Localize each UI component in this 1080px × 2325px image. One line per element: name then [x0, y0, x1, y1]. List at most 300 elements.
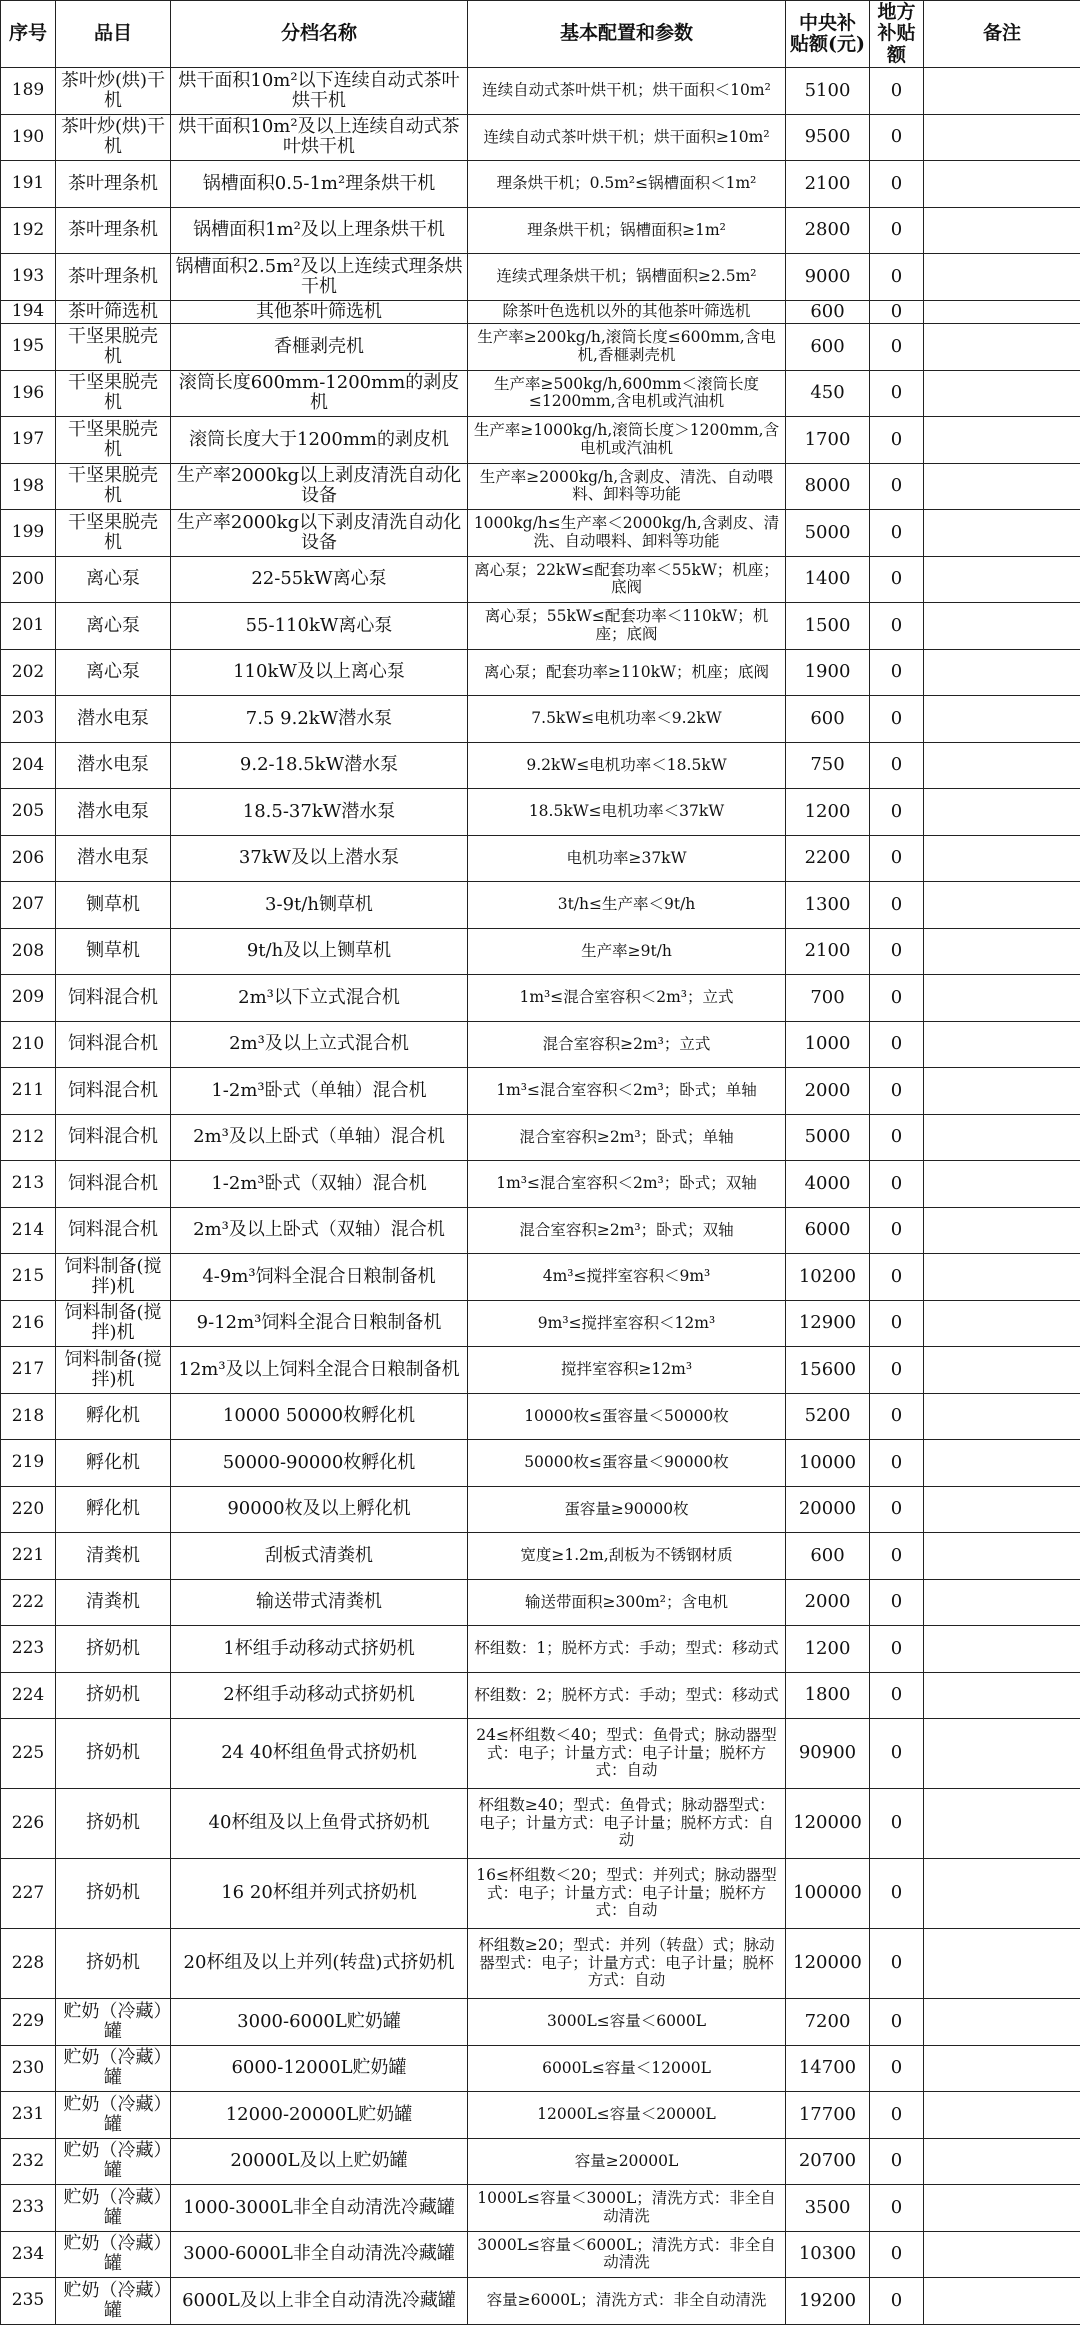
cell-remarks [924, 556, 1080, 603]
cell-remarks [924, 1300, 1080, 1347]
cell-config: 理条烘干机；0.5m²≤锅槽面积＜1m² [468, 161, 786, 208]
cell-tier-name: 锅槽面积1m²及以上理条烘干机 [171, 207, 468, 254]
cell-remarks [924, 2185, 1080, 2232]
table-row [1, 1929, 1080, 1999]
cell-local-subsidy: 0 [870, 928, 924, 975]
cell-local-subsidy: 0 [870, 603, 924, 650]
cell-remarks [924, 510, 1080, 557]
header-row [1, 1, 1080, 68]
cell-tier-name: 滚筒长度大于1200mm的剥皮机 [171, 417, 468, 464]
table-row [1, 742, 1080, 789]
cell-central-subsidy: 2800 [786, 207, 870, 254]
table-row [1, 1393, 1080, 1440]
cell-local-subsidy: 0 [870, 1486, 924, 1533]
cell-category: 茶叶炒(烘)干机 [56, 68, 171, 115]
cell-category: 饲料混合机 [56, 975, 171, 1022]
cell-config: 1000L≤容量＜3000L；清洗方式：非全自动清洗 [468, 2185, 786, 2232]
cell-index: 189 [1, 68, 56, 115]
cell-category: 饲料混合机 [56, 1114, 171, 1161]
table-row [1, 928, 1080, 975]
cell-remarks [924, 1068, 1080, 1115]
cell-config: 生产率≥200kg/h,滚筒长度≤600mm,含电机,香榧剥壳机 [468, 324, 786, 371]
cell-index: 219 [1, 1440, 56, 1487]
cell-config: 电机功率≥37kW [468, 835, 786, 882]
table-row [1, 1161, 1080, 1208]
cell-index: 229 [1, 1999, 56, 2046]
cell-index: 222 [1, 1579, 56, 1626]
cell-index: 233 [1, 2185, 56, 2232]
cell-index: 206 [1, 835, 56, 882]
cell-config: 50000枚≤蛋容量＜90000枚 [468, 1440, 786, 1487]
cell-tier-name: 2杯组手动移动式挤奶机 [171, 1672, 468, 1719]
cell-central-subsidy: 20000 [786, 1486, 870, 1533]
cell-local-subsidy: 0 [870, 1207, 924, 1254]
cell-tier-name: 9t/h及以上铡草机 [171, 928, 468, 975]
cell-tier-name: 9-12m³饲料全混合日粮制备机 [171, 1300, 468, 1347]
cell-config: 理条烘干机；锅槽面积≥1m² [468, 207, 786, 254]
cell-config: 24≤杯组数＜40；型式：鱼骨式；脉动器型式：电子；计量方式：电子计量；脱杯方式：自动 [468, 1719, 786, 1789]
cell-remarks [924, 1440, 1080, 1487]
cell-category: 干坚果脱壳机 [56, 324, 171, 371]
cell-config: 18.5kW≤电机功率＜37kW [468, 789, 786, 836]
cell-central-subsidy: 4000 [786, 1161, 870, 1208]
cell-index: 195 [1, 324, 56, 371]
cell-category: 清粪机 [56, 1533, 171, 1580]
cell-category: 清粪机 [56, 1579, 171, 1626]
table-row [1, 1114, 1080, 1161]
cell-config: 1m³≤混合室容积＜2m³；卧式；单轴 [468, 1068, 786, 1115]
cell-tier-name: 2m³及以上立式混合机 [171, 1021, 468, 1068]
cell-index: 220 [1, 1486, 56, 1533]
cell-config: 1m³≤混合室容积＜2m³；卧式；双轴 [468, 1161, 786, 1208]
cell-config: 连续自动式茶叶烘干机；烘干面积≥10m² [468, 114, 786, 161]
cell-remarks [924, 417, 1080, 464]
cell-config: 连续自动式茶叶烘干机；烘干面积＜10m² [468, 68, 786, 115]
cell-category: 挤奶机 [56, 1672, 171, 1719]
cell-tier-name: 生产率2000kg以下剥皮清洗自动化设备 [171, 510, 468, 557]
cell-local-subsidy: 0 [870, 789, 924, 836]
cell-category: 潜水电泵 [56, 742, 171, 789]
cell-tier-name: 37kW及以上潜水泵 [171, 835, 468, 882]
cell-central-subsidy: 600 [786, 300, 870, 324]
table-body [1, 68, 1080, 2325]
table-row [1, 556, 1080, 603]
cell-tier-name: 6000-12000L贮奶罐 [171, 2045, 468, 2092]
cell-local-subsidy: 0 [870, 2185, 924, 2232]
cell-central-subsidy: 2000 [786, 1068, 870, 1115]
cell-central-subsidy: 450 [786, 370, 870, 417]
cell-local-subsidy: 0 [870, 1929, 924, 1999]
cell-local-subsidy: 0 [870, 161, 924, 208]
cell-tier-name: 22-55kW离心泵 [171, 556, 468, 603]
cell-index: 200 [1, 556, 56, 603]
cell-config: 离心泵；55kW≤配套功率＜110kW；机座；底阀 [468, 603, 786, 650]
cell-category: 饲料混合机 [56, 1021, 171, 1068]
cell-category: 贮奶（冷藏）罐 [56, 2278, 171, 2325]
cell-index: 210 [1, 1021, 56, 1068]
cell-central-subsidy: 2000 [786, 1579, 870, 1626]
cell-index: 223 [1, 1626, 56, 1673]
cell-category: 孵化机 [56, 1486, 171, 1533]
table-row [1, 370, 1080, 417]
cell-index: 203 [1, 696, 56, 743]
cell-category: 贮奶（冷藏）罐 [56, 2138, 171, 2185]
cell-central-subsidy: 5000 [786, 1114, 870, 1161]
table-row [1, 254, 1080, 301]
header-index: 序号 [1, 1, 56, 68]
cell-remarks [924, 1393, 1080, 1440]
cell-central-subsidy: 1800 [786, 1672, 870, 1719]
cell-index: 227 [1, 1859, 56, 1929]
cell-central-subsidy: 17700 [786, 2092, 870, 2139]
cell-local-subsidy: 0 [870, 1859, 924, 1929]
cell-config: 12000L≤容量＜20000L [468, 2092, 786, 2139]
table-row [1, 300, 1080, 324]
cell-central-subsidy: 1300 [786, 882, 870, 929]
cell-config: 蛋容量≥90000枚 [468, 1486, 786, 1533]
cell-config: 3000L≤容量＜6000L [468, 1999, 786, 2046]
cell-local-subsidy: 0 [870, 882, 924, 929]
header-remarks: 备注 [924, 1, 1080, 68]
cell-local-subsidy: 0 [870, 2278, 924, 2325]
cell-remarks [924, 207, 1080, 254]
cell-central-subsidy: 8000 [786, 463, 870, 510]
cell-local-subsidy: 0 [870, 370, 924, 417]
cell-category: 挤奶机 [56, 1859, 171, 1929]
cell-index: 213 [1, 1161, 56, 1208]
cell-central-subsidy: 1000 [786, 1021, 870, 1068]
cell-central-subsidy: 600 [786, 696, 870, 743]
cell-index: 193 [1, 254, 56, 301]
cell-config: 杯组数：2；脱杯方式：手动；型式：移动式 [468, 1672, 786, 1719]
cell-central-subsidy: 600 [786, 1533, 870, 1580]
cell-category: 饲料制备(搅拌)机 [56, 1254, 171, 1301]
cell-config: 输送带面积≥300m²；含电机 [468, 1579, 786, 1626]
header-config: 基本配置和参数 [468, 1, 786, 68]
cell-category: 茶叶理条机 [56, 207, 171, 254]
cell-index: 231 [1, 2092, 56, 2139]
cell-central-subsidy: 2200 [786, 835, 870, 882]
cell-tier-name: 12m³及以上饲料全混合日粮制备机 [171, 1347, 468, 1394]
cell-config: 宽度≥1.2m,刮板为不锈钢材质 [468, 1533, 786, 1580]
cell-local-subsidy: 0 [870, 835, 924, 882]
cell-remarks [924, 1929, 1080, 1999]
cell-local-subsidy: 0 [870, 1533, 924, 1580]
cell-index: 211 [1, 1068, 56, 1115]
cell-remarks [924, 68, 1080, 115]
cell-config: 1m³≤混合室容积＜2m³；立式 [468, 975, 786, 1022]
cell-local-subsidy: 0 [870, 1789, 924, 1859]
cell-index: 201 [1, 603, 56, 650]
cell-remarks [924, 324, 1080, 371]
table-row [1, 463, 1080, 510]
cell-central-subsidy: 9500 [786, 114, 870, 161]
table-row [1, 2092, 1080, 2139]
cell-local-subsidy: 0 [870, 324, 924, 371]
cell-remarks [924, 2231, 1080, 2278]
cell-config: 4m³≤搅拌室容积＜9m³ [468, 1254, 786, 1301]
cell-index: 205 [1, 789, 56, 836]
cell-central-subsidy: 15600 [786, 1347, 870, 1394]
table-row [1, 1254, 1080, 1301]
cell-index: 194 [1, 300, 56, 324]
cell-category: 铡草机 [56, 882, 171, 929]
cell-tier-name: 55-110kW离心泵 [171, 603, 468, 650]
table-row [1, 161, 1080, 208]
cell-local-subsidy: 0 [870, 1393, 924, 1440]
cell-category: 挤奶机 [56, 1719, 171, 1789]
cell-central-subsidy: 1700 [786, 417, 870, 464]
cell-tier-name: 24 40杯组鱼骨式挤奶机 [171, 1719, 468, 1789]
cell-index: 197 [1, 417, 56, 464]
cell-remarks [924, 1789, 1080, 1859]
cell-central-subsidy: 1500 [786, 603, 870, 650]
cell-category: 贮奶（冷藏）罐 [56, 2092, 171, 2139]
table-row [1, 2045, 1080, 2092]
table-row [1, 1207, 1080, 1254]
cell-index: 208 [1, 928, 56, 975]
cell-config: 1000kg/h≤生产率＜2000kg/h,含剥皮、清洗、自动喂料、卸料等功能 [468, 510, 786, 557]
cell-category: 干坚果脱壳机 [56, 370, 171, 417]
cell-index: 209 [1, 975, 56, 1022]
header-tier-name: 分档名称 [171, 1, 468, 68]
cell-category: 茶叶理条机 [56, 161, 171, 208]
cell-central-subsidy: 14700 [786, 2045, 870, 2092]
cell-index: 196 [1, 370, 56, 417]
cell-remarks [924, 649, 1080, 696]
cell-central-subsidy: 2100 [786, 161, 870, 208]
cell-index: 202 [1, 649, 56, 696]
cell-tier-name: 110kW及以上离心泵 [171, 649, 468, 696]
cell-remarks [924, 1579, 1080, 1626]
cell-tier-name: 4-9m³饲料全混合日粮制备机 [171, 1254, 468, 1301]
cell-config: 9.2kW≤电机功率＜18.5kW [468, 742, 786, 789]
table-row [1, 975, 1080, 1022]
table-row [1, 1672, 1080, 1719]
cell-index: 191 [1, 161, 56, 208]
cell-local-subsidy: 0 [870, 1672, 924, 1719]
cell-central-subsidy: 10000 [786, 1440, 870, 1487]
cell-remarks [924, 1486, 1080, 1533]
cell-remarks [924, 463, 1080, 510]
cell-local-subsidy: 0 [870, 1300, 924, 1347]
cell-config: 杯组数≥40；型式：鱼骨式；脉动器型式：电子；计量方式：电子计量；脱杯方式：自动 [468, 1789, 786, 1859]
cell-remarks [924, 882, 1080, 929]
cell-remarks [924, 2138, 1080, 2185]
cell-index: 234 [1, 2231, 56, 2278]
cell-remarks [924, 742, 1080, 789]
cell-category: 离心泵 [56, 649, 171, 696]
cell-remarks [924, 835, 1080, 882]
cell-central-subsidy: 10300 [786, 2231, 870, 2278]
cell-category: 离心泵 [56, 603, 171, 650]
table-row [1, 2278, 1080, 2325]
cell-index: 215 [1, 1254, 56, 1301]
cell-category: 潜水电泵 [56, 789, 171, 836]
table-row [1, 789, 1080, 836]
cell-tier-name: 6000L及以上非全自动清洗冷藏罐 [171, 2278, 468, 2325]
cell-config: 容量≥20000L [468, 2138, 786, 2185]
cell-tier-name: 锅槽面积2.5m²及以上连续式理条烘干机 [171, 254, 468, 301]
cell-central-subsidy: 7200 [786, 1999, 870, 2046]
cell-local-subsidy: 0 [870, 1719, 924, 1789]
cell-index: 224 [1, 1672, 56, 1719]
cell-index: 218 [1, 1393, 56, 1440]
cell-config: 混合室容积≥2m³；卧式；单轴 [468, 1114, 786, 1161]
cell-central-subsidy: 20700 [786, 2138, 870, 2185]
cell-central-subsidy: 1200 [786, 789, 870, 836]
cell-central-subsidy: 5200 [786, 1393, 870, 1440]
cell-central-subsidy: 1200 [786, 1626, 870, 1673]
table-row [1, 114, 1080, 161]
cell-tier-name: 20000L及以上贮奶罐 [171, 2138, 468, 2185]
cell-index: 225 [1, 1719, 56, 1789]
cell-tier-name: 20杯组及以上并列(转盘)式挤奶机 [171, 1929, 468, 1999]
cell-local-subsidy: 0 [870, 1114, 924, 1161]
cell-tier-name: 9.2-18.5kW潜水泵 [171, 742, 468, 789]
cell-index: 212 [1, 1114, 56, 1161]
table-row [1, 1579, 1080, 1626]
cell-category: 干坚果脱壳机 [56, 510, 171, 557]
cell-local-subsidy: 0 [870, 1161, 924, 1208]
cell-central-subsidy: 9000 [786, 254, 870, 301]
cell-tier-name: 刮板式清粪机 [171, 1533, 468, 1580]
cell-category: 孵化机 [56, 1440, 171, 1487]
cell-config: 离心泵；配套功率≥110kW；机座；底阀 [468, 649, 786, 696]
cell-local-subsidy: 0 [870, 649, 924, 696]
cell-local-subsidy: 0 [870, 114, 924, 161]
cell-category: 饲料混合机 [56, 1161, 171, 1208]
header-local-subsidy: 地方补贴额 [870, 1, 924, 68]
cell-tier-name: 16 20杯组并列式挤奶机 [171, 1859, 468, 1929]
cell-category: 潜水电泵 [56, 835, 171, 882]
cell-category: 挤奶机 [56, 1626, 171, 1673]
cell-config: 生产率≥1000kg/h,滚筒长度＞1200mm,含电机或汽油机 [468, 417, 786, 464]
cell-remarks [924, 1672, 1080, 1719]
table-row [1, 207, 1080, 254]
cell-config: 杯组数：1；脱杯方式：手动；型式：移动式 [468, 1626, 786, 1673]
cell-tier-name: 1-2m³卧式（双轴）混合机 [171, 1161, 468, 1208]
cell-remarks [924, 1161, 1080, 1208]
cell-config: 7.5kW≤电机功率＜9.2kW [468, 696, 786, 743]
cell-local-subsidy: 0 [870, 2138, 924, 2185]
cell-remarks [924, 2092, 1080, 2139]
cell-local-subsidy: 0 [870, 2231, 924, 2278]
table-row [1, 882, 1080, 929]
cell-config: 3t/h≤生产率＜9t/h [468, 882, 786, 929]
cell-local-subsidy: 0 [870, 696, 924, 743]
cell-central-subsidy: 750 [786, 742, 870, 789]
cell-central-subsidy: 120000 [786, 1789, 870, 1859]
cell-index: 217 [1, 1347, 56, 1394]
cell-index: 190 [1, 114, 56, 161]
table-row [1, 1719, 1080, 1789]
table-row [1, 2185, 1080, 2232]
cell-central-subsidy: 5000 [786, 510, 870, 557]
table-row [1, 1486, 1080, 1533]
cell-remarks [924, 975, 1080, 1022]
cell-remarks [924, 928, 1080, 975]
cell-category: 饲料制备(搅拌)机 [56, 1347, 171, 1394]
header-category: 品目 [56, 1, 171, 68]
cell-category: 孵化机 [56, 1393, 171, 1440]
cell-local-subsidy: 0 [870, 1440, 924, 1487]
table-row [1, 324, 1080, 371]
cell-config: 离心泵；22kW≤配套功率＜55kW；机座；底阀 [468, 556, 786, 603]
table-row [1, 1440, 1080, 1487]
cell-local-subsidy: 0 [870, 68, 924, 115]
cell-tier-name: 10000 50000枚孵化机 [171, 1393, 468, 1440]
cell-index: 232 [1, 2138, 56, 2185]
cell-central-subsidy: 5100 [786, 68, 870, 115]
cell-remarks [924, 1533, 1080, 1580]
table-row [1, 1068, 1080, 1115]
cell-config: 3000L≤容量＜6000L；清洗方式：非全自动清洗 [468, 2231, 786, 2278]
cell-local-subsidy: 0 [870, 510, 924, 557]
cell-remarks [924, 1859, 1080, 1929]
cell-remarks [924, 2045, 1080, 2092]
table-row [1, 1347, 1080, 1394]
cell-tier-name: 3000-6000L非全自动清洗冷藏罐 [171, 2231, 468, 2278]
cell-remarks [924, 696, 1080, 743]
cell-remarks [924, 254, 1080, 301]
cell-index: 226 [1, 1789, 56, 1859]
table-row [1, 1859, 1080, 1929]
cell-local-subsidy: 0 [870, 463, 924, 510]
cell-tier-name: 滚筒长度600mm-1200mm的剥皮机 [171, 370, 468, 417]
table-row [1, 1999, 1080, 2046]
cell-category: 贮奶（冷藏）罐 [56, 1999, 171, 2046]
cell-config: 6000L≤容量＜12000L [468, 2045, 786, 2092]
cell-central-subsidy: 600 [786, 324, 870, 371]
cell-central-subsidy: 90900 [786, 1719, 870, 1789]
cell-tier-name: 90000枚及以上孵化机 [171, 1486, 468, 1533]
cell-tier-name: 锅槽面积0.5-1m²理条烘干机 [171, 161, 468, 208]
table-row [1, 1626, 1080, 1673]
cell-local-subsidy: 0 [870, 1999, 924, 2046]
cell-category: 茶叶炒(烘)干机 [56, 114, 171, 161]
cell-remarks [924, 370, 1080, 417]
table-row [1, 603, 1080, 650]
cell-remarks [924, 114, 1080, 161]
cell-central-subsidy: 1900 [786, 649, 870, 696]
cell-remarks [924, 1207, 1080, 1254]
cell-index: 221 [1, 1533, 56, 1580]
cell-central-subsidy: 19200 [786, 2278, 870, 2325]
cell-local-subsidy: 0 [870, 300, 924, 324]
cell-local-subsidy: 0 [870, 1254, 924, 1301]
table-row [1, 2138, 1080, 2185]
cell-index: 192 [1, 207, 56, 254]
table-row [1, 649, 1080, 696]
cell-config: 混合室容积≥2m³；卧式；双轴 [468, 1207, 786, 1254]
cell-remarks [924, 2278, 1080, 2325]
cell-config: 生产率≥9t/h [468, 928, 786, 975]
cell-index: 198 [1, 463, 56, 510]
cell-remarks [924, 1021, 1080, 1068]
cell-central-subsidy: 120000 [786, 1929, 870, 1999]
table-row [1, 696, 1080, 743]
cell-central-subsidy: 6000 [786, 1207, 870, 1254]
header-central-subsidy: 中央补贴额(元) [786, 1, 870, 68]
cell-category: 饲料制备(搅拌)机 [56, 1300, 171, 1347]
cell-tier-name: 12000-20000L贮奶罐 [171, 2092, 468, 2139]
cell-index: 230 [1, 2045, 56, 2092]
table-row [1, 510, 1080, 557]
cell-category: 贮奶（冷藏）罐 [56, 2045, 171, 2092]
cell-local-subsidy: 0 [870, 1068, 924, 1115]
cell-tier-name: 输送带式清粪机 [171, 1579, 468, 1626]
